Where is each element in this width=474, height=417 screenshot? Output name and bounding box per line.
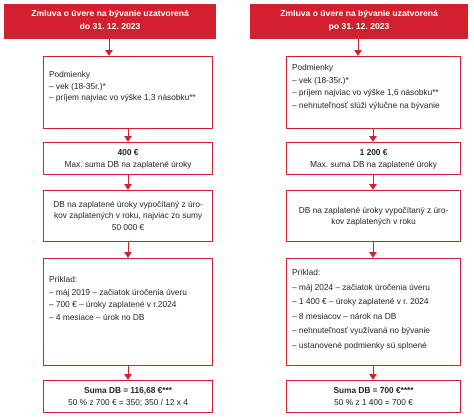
- right-condition-age: – vek (18-35r.)*: [292, 74, 349, 85]
- right-max-label: Max. suma DB na zaplatené úroky: [310, 158, 437, 169]
- right-db-line-1: DB na zaplatené úroky vypočítaný z úro-: [298, 204, 449, 215]
- left-db-line-3: 50 000 €: [111, 221, 145, 232]
- left-conditions-box: [43, 56, 213, 129]
- left-db-box: [43, 190, 213, 242]
- left-max-label: Max. suma DB na zaplatené úroky: [64, 158, 192, 169]
- left-connector-1: [109, 39, 110, 50]
- right-conditions-box: [286, 56, 461, 129]
- left-db-line-2: kov zaplatených v roku, najviac zo sumy: [53, 210, 203, 221]
- right-example-line-1: – máj 2024 – začiatok úročenia úveru: [292, 281, 430, 292]
- right-condition-property: – nehnuteľnosť slúži výlučne na bývanie: [292, 99, 440, 110]
- right-conditions-title: Podmienky: [292, 62, 334, 72]
- left-sum-box: [43, 380, 213, 413]
- left-condition-age: – vek (18-35r.)*: [49, 80, 106, 91]
- left-sum-calc: 50 % z 700 € = 350; 350 / 12 x 4: [68, 396, 188, 407]
- right-example-line-5: – ustanovené podmienky sú splnené: [292, 339, 427, 350]
- right-header-line-2: po 31. 12. 2023: [328, 21, 390, 31]
- left-example-title: Príklad:: [49, 274, 78, 284]
- right-condition-income: – príjem najviac vo výške 1,6 násobku**: [292, 87, 439, 97]
- left-db-line-1: DB na zaplatené úroky vypočítaný z úro-: [53, 198, 203, 209]
- right-header: [250, 4, 468, 39]
- right-example-title: Príklad:: [292, 267, 321, 277]
- right-db-line-2: kov zaplatených v roku: [331, 216, 416, 226]
- right-connector-4: [373, 242, 374, 252]
- right-connector-1: [358, 39, 359, 50]
- right-example-box: [286, 258, 461, 366]
- left-max-value: 400 €: [117, 147, 139, 157]
- right-header-line-1: Zmluva o úvere na bývanie uzatvorená: [280, 8, 438, 18]
- left-example-line-3: – 4 mesiace – úrok no DB: [49, 311, 145, 322]
- left-max-box: [43, 142, 213, 175]
- right-example-line-4: – nehnuteľnosť využívaná no bývanie: [292, 325, 430, 336]
- right-sum-calc: 50 % z 1 400 = 700 €: [334, 396, 413, 407]
- left-header-line-2: do 31. 12. 2023: [79, 21, 141, 31]
- left-example-line-1: – máj 2019 – začiatok úročenia úveru: [49, 286, 187, 297]
- right-max-box: [286, 142, 461, 175]
- right-db-box: [286, 190, 461, 242]
- left-sum-title: Suma DB = 116,68 €***: [84, 385, 172, 395]
- right-max-value: 1 200 €: [359, 147, 388, 157]
- right-connector-5: [373, 366, 374, 374]
- left-condition-income: – príjem najviac vo výške 1,3 násobku**: [49, 92, 196, 102]
- left-example-line-2: – 700 € – úroky zaplatené v r.2024: [49, 299, 177, 310]
- left-connector-3: [128, 175, 129, 184]
- left-conditions-title: Podmienky: [49, 69, 91, 79]
- right-example-line-2: – 1 400 € – úroky zaplatené v r. 2024: [292, 296, 429, 307]
- left-connector-5: [128, 366, 129, 374]
- right-connector-2: [373, 129, 374, 136]
- left-example-box: [43, 258, 213, 366]
- left-connector-4: [128, 242, 129, 252]
- left-header-line-1: Zmluva o úvere na bývanie uzatvorená: [31, 8, 189, 18]
- right-sum-box: [286, 380, 461, 413]
- right-example-line-3: – 8 mesiacov – nárok na DB: [292, 310, 397, 321]
- right-connector-3: [373, 175, 374, 184]
- left-header: [4, 4, 216, 39]
- left-connector-2: [128, 129, 129, 136]
- right-sum-title: Suma DB = 700 €****: [333, 385, 414, 395]
